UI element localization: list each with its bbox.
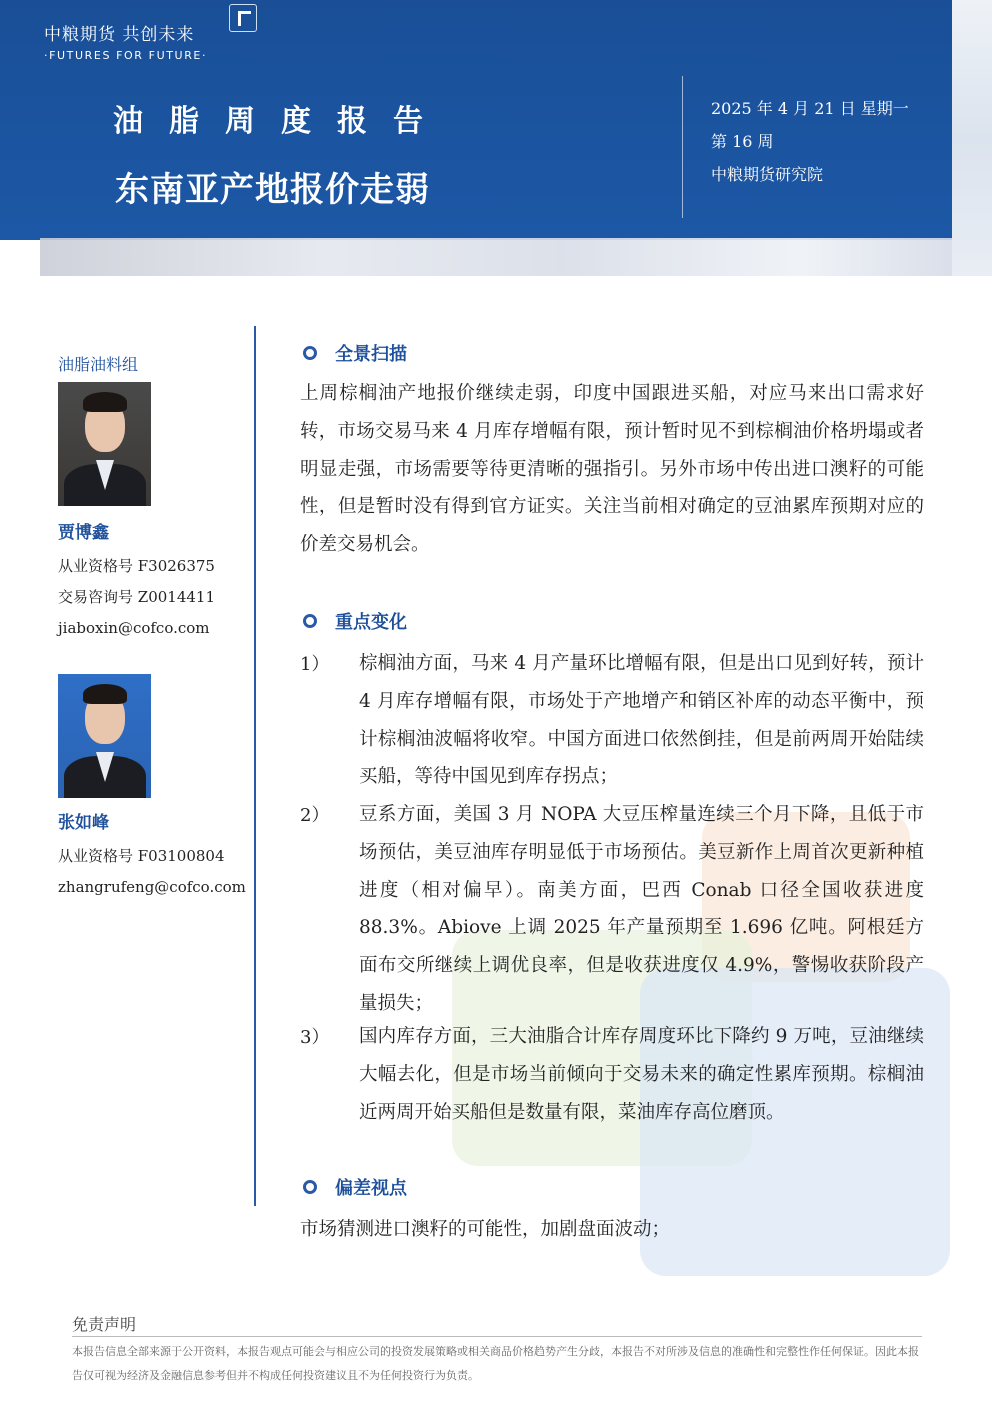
analyst-info <box>58 841 248 903</box>
overview-paragraph: 上周棕榈油产地报价继续走弱，印度中国跟进买船，对应马来出口需求好转，市场交易马来 4 月库存增幅有限，预计暂时见不到棕榈油价格坍塌或者明显走强，市场需要等待更清晰的强指引。另外市场中传出进口澳籽的可能性，但是暂时没有得到官方证实。关注当前相对确定的豆油累库预期对应的价差交易机会。 <box>300 383 924 556</box>
sidebar-divider <box>254 326 256 1206</box>
report-title: 油脂周度报告 <box>113 104 449 139</box>
section-overview-heading <box>303 340 407 366</box>
analyst-email[interactable]: zhangrufeng@cofco.com <box>58 878 246 896</box>
logo-mark-icon <box>229 4 257 32</box>
avatar <box>58 382 151 506</box>
header-divider <box>682 76 683 218</box>
section-changes-heading <box>303 608 407 634</box>
team-label: 油脂油料组 <box>58 355 139 374</box>
list-text: 国内库存方面，三大油脂合计库存周度环比下降约 9 万吨，豆油继续大幅去化，但是市场当前倾向于交易未来的确定性累库预期。棕榈油近两周开始买船但是数量有限，菜油库存高位磨顶。 <box>359 1026 924 1123</box>
list-number: 2） <box>300 805 330 826</box>
disclaimer-divider <box>72 1336 922 1337</box>
section-title: 偏差视点 <box>335 1178 407 1199</box>
analyst-consult: 交易咨询号 Z0014411 <box>58 588 215 606</box>
analyst-info <box>58 551 248 644</box>
analyst-license: 从业资格号 F3026375 <box>58 557 215 575</box>
report-date: 2025 年 4 月 21 日 星期一 <box>711 99 909 118</box>
section-title: 重点变化 <box>335 612 407 633</box>
report-subtitle: 东南亚产地报价走弱 <box>115 170 430 210</box>
header-photo-edge <box>952 0 992 276</box>
avatar <box>58 674 151 798</box>
bullet-circle-icon <box>303 614 317 628</box>
analyst-email[interactable]: jiaboxin@cofco.com <box>58 619 210 637</box>
disclaimer-title: 免责声明 <box>72 1315 137 1334</box>
logo-cn: 中粮期货 共创未来 <box>44 25 195 45</box>
report-institute: 中粮期货研究院 <box>711 165 824 184</box>
disclaimer-text: 本报告信息全部来源于公开资料，本报告观点可能会与相应公司的投资发展策略或相关商品价格趋势产生分歧，本报告不对所涉及信息的准确性和完整性作任何保证。因此本报告仅可视为经济及金融信息参考但并不构成任何投资建议且不为任何投资行为负责。 <box>72 1345 919 1382</box>
bullet-circle-icon <box>303 1180 317 1194</box>
bias-paragraph: 市场猜测进口澳籽的可能性，加剧盘面波动； <box>300 1219 671 1240</box>
logo-en: ·FUTURES FOR FUTURE· <box>44 49 208 62</box>
company-logo <box>44 20 207 62</box>
list-number: 1） <box>300 654 330 675</box>
list-text: 棕榈油方面，马来 4 月产量环比增幅有限，但是出口见到好转，预计 4 月库存增幅有限，市场处于产地增产和销区补库的动态平衡中，预计棕榈油波幅将收窄。中国方面进口依然倒挂，但是前两周开始陆续买船，等待中国见到库存拐点； <box>359 653 924 788</box>
list-number: 3） <box>300 1027 330 1048</box>
analyst-name: 张如峰 <box>58 813 109 833</box>
header-photo-strip <box>40 238 992 276</box>
bullet-circle-icon <box>303 346 317 360</box>
list-text: 豆系方面，美国 3 月 NOPA 大豆压榨量连续三个月下降，且低于市场预估，美豆油库存明显低于市场预估。美豆新作上周首次更新种植进度（相对偏早）。南美方面，巴西 Conab 口径全国收获进度 88.3%。Abiove 上调 2025 年产量预期至 1.696 亿吨。阿根廷方面布交所继续上调优良率，但是收获进度仅 4.9%，警惕收获阶段产量损失； <box>359 804 924 1014</box>
analyst-name: 贾博鑫 <box>58 523 109 543</box>
analyst-license: 从业资格号 F03100804 <box>58 847 225 865</box>
section-bias-heading <box>303 1174 407 1200</box>
section-title: 全景扫描 <box>335 344 407 365</box>
report-week: 第 16 周 <box>711 132 774 151</box>
